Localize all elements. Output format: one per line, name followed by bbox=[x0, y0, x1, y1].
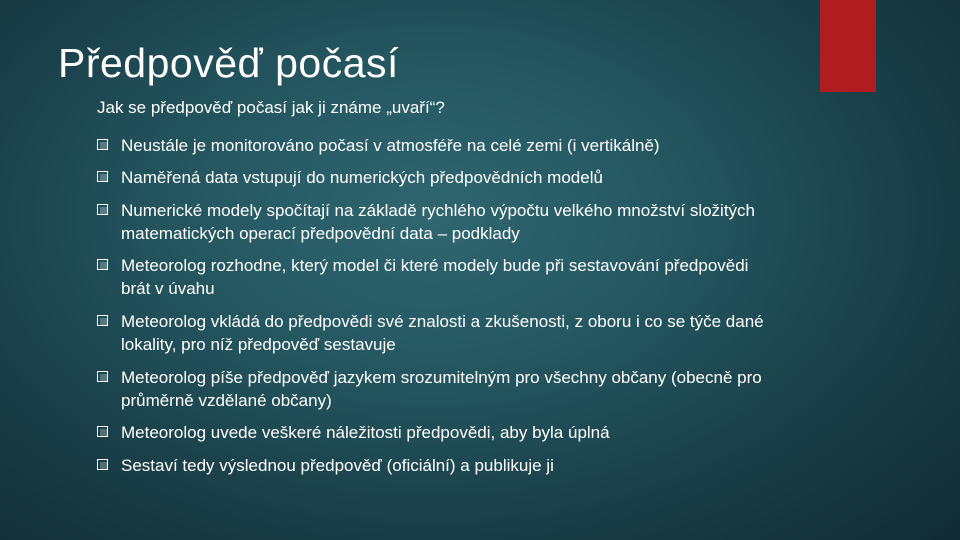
bullet-text: Meteorolog píše předpověď jazykem srozumitelným pro všechny občany (obecně pro průměrně vzdělané občany) bbox=[121, 368, 762, 410]
bullet-text: Neustále je monitorováno počasí v atmosféře na celé zemi (i vertikálně) bbox=[121, 136, 660, 155]
hollow-square-bullet-icon bbox=[97, 204, 108, 215]
accent-bar bbox=[820, 0, 876, 92]
list-item bbox=[97, 135, 777, 158]
bullet-text: Meteorolog uvede veškeré náležitosti předpovědi, aby byla úplná bbox=[121, 423, 610, 442]
list-item bbox=[97, 255, 777, 300]
hollow-square-bullet-icon bbox=[97, 371, 108, 382]
hollow-square-bullet-icon bbox=[97, 171, 108, 182]
bullet-text: Numerické modely spočítají na základě rychlého výpočtu velkého množství složitých matematických operací předpovědní data – podklady bbox=[121, 201, 756, 243]
list-item bbox=[97, 422, 777, 445]
bullet-text: Meteorolog rozhodne, který model či které modely bude při sestavování předpovědi brát v úvahu bbox=[121, 256, 749, 298]
bullet-text: Naměřená data vstupují do numerických předpovědních modelů bbox=[121, 168, 603, 187]
bullet-text: Sestaví tedy výslednou předpověď (oficiální) a publikuje ji bbox=[121, 456, 554, 475]
list-item bbox=[97, 311, 777, 356]
list-item bbox=[97, 167, 777, 190]
hollow-square-bullet-icon bbox=[97, 426, 108, 437]
hollow-square-bullet-icon bbox=[97, 259, 108, 270]
slide-title: Předpověď počasí bbox=[58, 40, 399, 86]
slide-intro: Jak se předpověď počasí jak ji známe „uvaří“? bbox=[97, 98, 445, 117]
list-item bbox=[97, 200, 777, 245]
list-item bbox=[97, 367, 777, 412]
hollow-square-bullet-icon bbox=[97, 459, 108, 470]
list-item bbox=[97, 455, 777, 478]
hollow-square-bullet-icon bbox=[97, 139, 108, 150]
bullet-text: Meteorolog vkládá do předpovědi své znalosti a zkušenosti, z oboru i co se týče dané lokality, pro níž předpověď sestavuje bbox=[121, 312, 764, 354]
hollow-square-bullet-icon bbox=[97, 315, 108, 326]
